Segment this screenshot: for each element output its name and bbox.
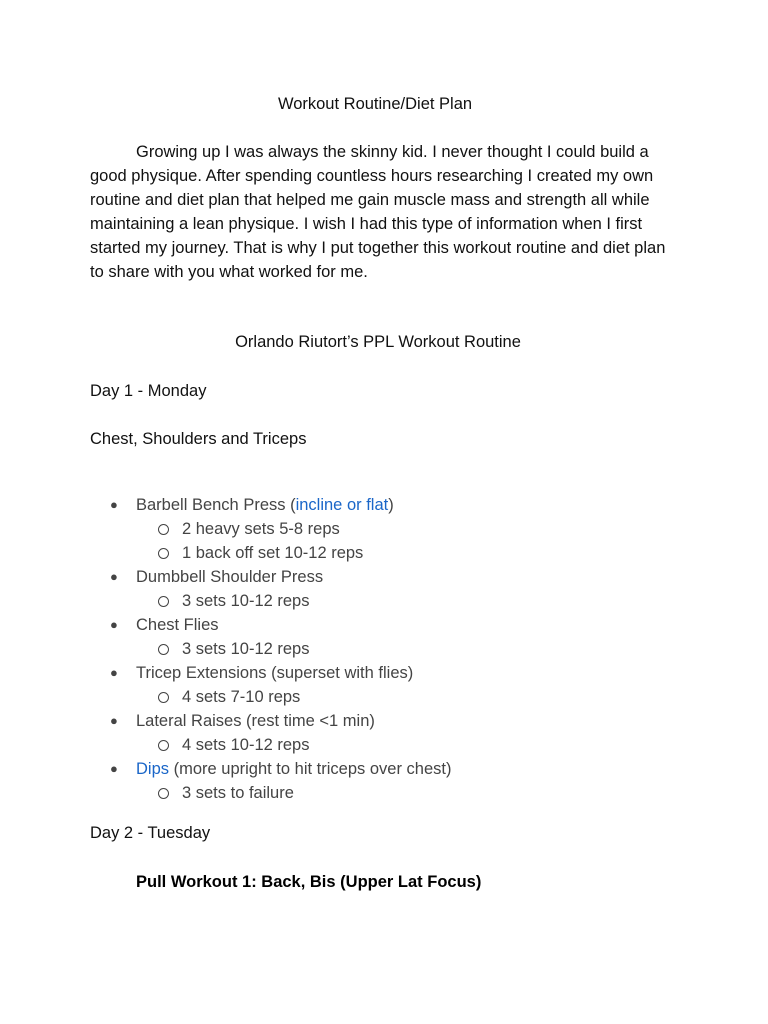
exercise-suffix: ): [388, 496, 394, 514]
set-list: [136, 517, 451, 565]
exercise-name: Lateral Raises (rest time <1 min): [136, 712, 375, 730]
set-list: [136, 685, 451, 709]
list-item: [108, 757, 451, 805]
exercise-name: Tricep Extensions (superset with flies): [136, 664, 414, 682]
set-item: [182, 781, 451, 805]
set-item: [182, 589, 451, 613]
set-item: [182, 517, 451, 541]
exercise-suffix: (more upright to hit triceps over chest): [169, 760, 452, 778]
set-item: [182, 541, 451, 565]
exercise-name: Chest Flies: [136, 616, 219, 634]
circle-bullet-icon: [158, 548, 169, 559]
list-item: [108, 613, 451, 661]
set-text: 3 sets 10-12 reps: [182, 640, 310, 658]
exercise-link[interactable]: incline or flat: [295, 496, 389, 514]
set-text: 4 sets 10-12 reps: [182, 736, 310, 754]
set-list: [136, 589, 451, 613]
list-item: [108, 709, 451, 757]
circle-bullet-icon: [158, 692, 169, 703]
circle-bullet-icon: [158, 596, 169, 607]
day2-heading: Day 2 - Tuesday: [90, 824, 211, 842]
list-item: [108, 565, 451, 613]
pull-workout-heading: Pull Workout 1: Back, Bis (Upper Lat Focus): [136, 873, 482, 891]
set-list: [136, 781, 451, 805]
circle-bullet-icon: [158, 788, 169, 799]
circle-bullet-icon: [158, 524, 169, 535]
set-item: [182, 637, 451, 661]
exercise-name: Barbell Bench Press (: [136, 496, 296, 514]
routine-title: Orlando Riutort’s PPL Workout Routine: [235, 333, 521, 351]
set-text: 2 heavy sets 5-8 reps: [182, 520, 340, 538]
set-list: [136, 733, 451, 757]
bullet-icon: ●: [110, 761, 118, 776]
exercise-link[interactable]: Dips: [136, 760, 170, 778]
list-item: [108, 493, 451, 565]
bullet-icon: ●: [110, 665, 118, 680]
circle-bullet-icon: [158, 740, 169, 751]
bullet-icon: ●: [110, 617, 118, 632]
day1-heading: Day 1 - Monday: [90, 382, 207, 400]
exercise-name: Dumbbell Shoulder Press: [136, 568, 324, 586]
set-text: 1 back off set 10-12 reps: [182, 544, 364, 562]
bullet-icon: ●: [110, 569, 118, 584]
day1-focus: Chest, Shoulders and Triceps: [90, 430, 307, 448]
circle-bullet-icon: [158, 644, 169, 655]
set-item: [182, 733, 451, 757]
set-list: [136, 637, 451, 661]
set-text: 3 sets 10-12 reps: [182, 592, 310, 610]
bullet-icon: ●: [110, 713, 118, 728]
exercise-list: [108, 493, 451, 805]
document-title: Workout Routine/Diet Plan: [277, 95, 473, 113]
bullet-icon: ●: [110, 497, 118, 512]
set-item: [182, 685, 451, 709]
set-text: 4 sets 7-10 reps: [182, 688, 301, 706]
list-item: [108, 661, 451, 709]
set-text: 3 sets to failure: [182, 784, 294, 802]
intro-paragraph: Growing up I was always the skinny kid. I never thought I could build a good physique. After spending countless hours researching I created my own routine and diet plan that helped me gain muscle mass and strength all while maintaining a lean physique. I wish I had this type of information when I first started my journey. That is why I put together this workout routine and diet plan to share with you what worked for me.: [90, 143, 666, 281]
